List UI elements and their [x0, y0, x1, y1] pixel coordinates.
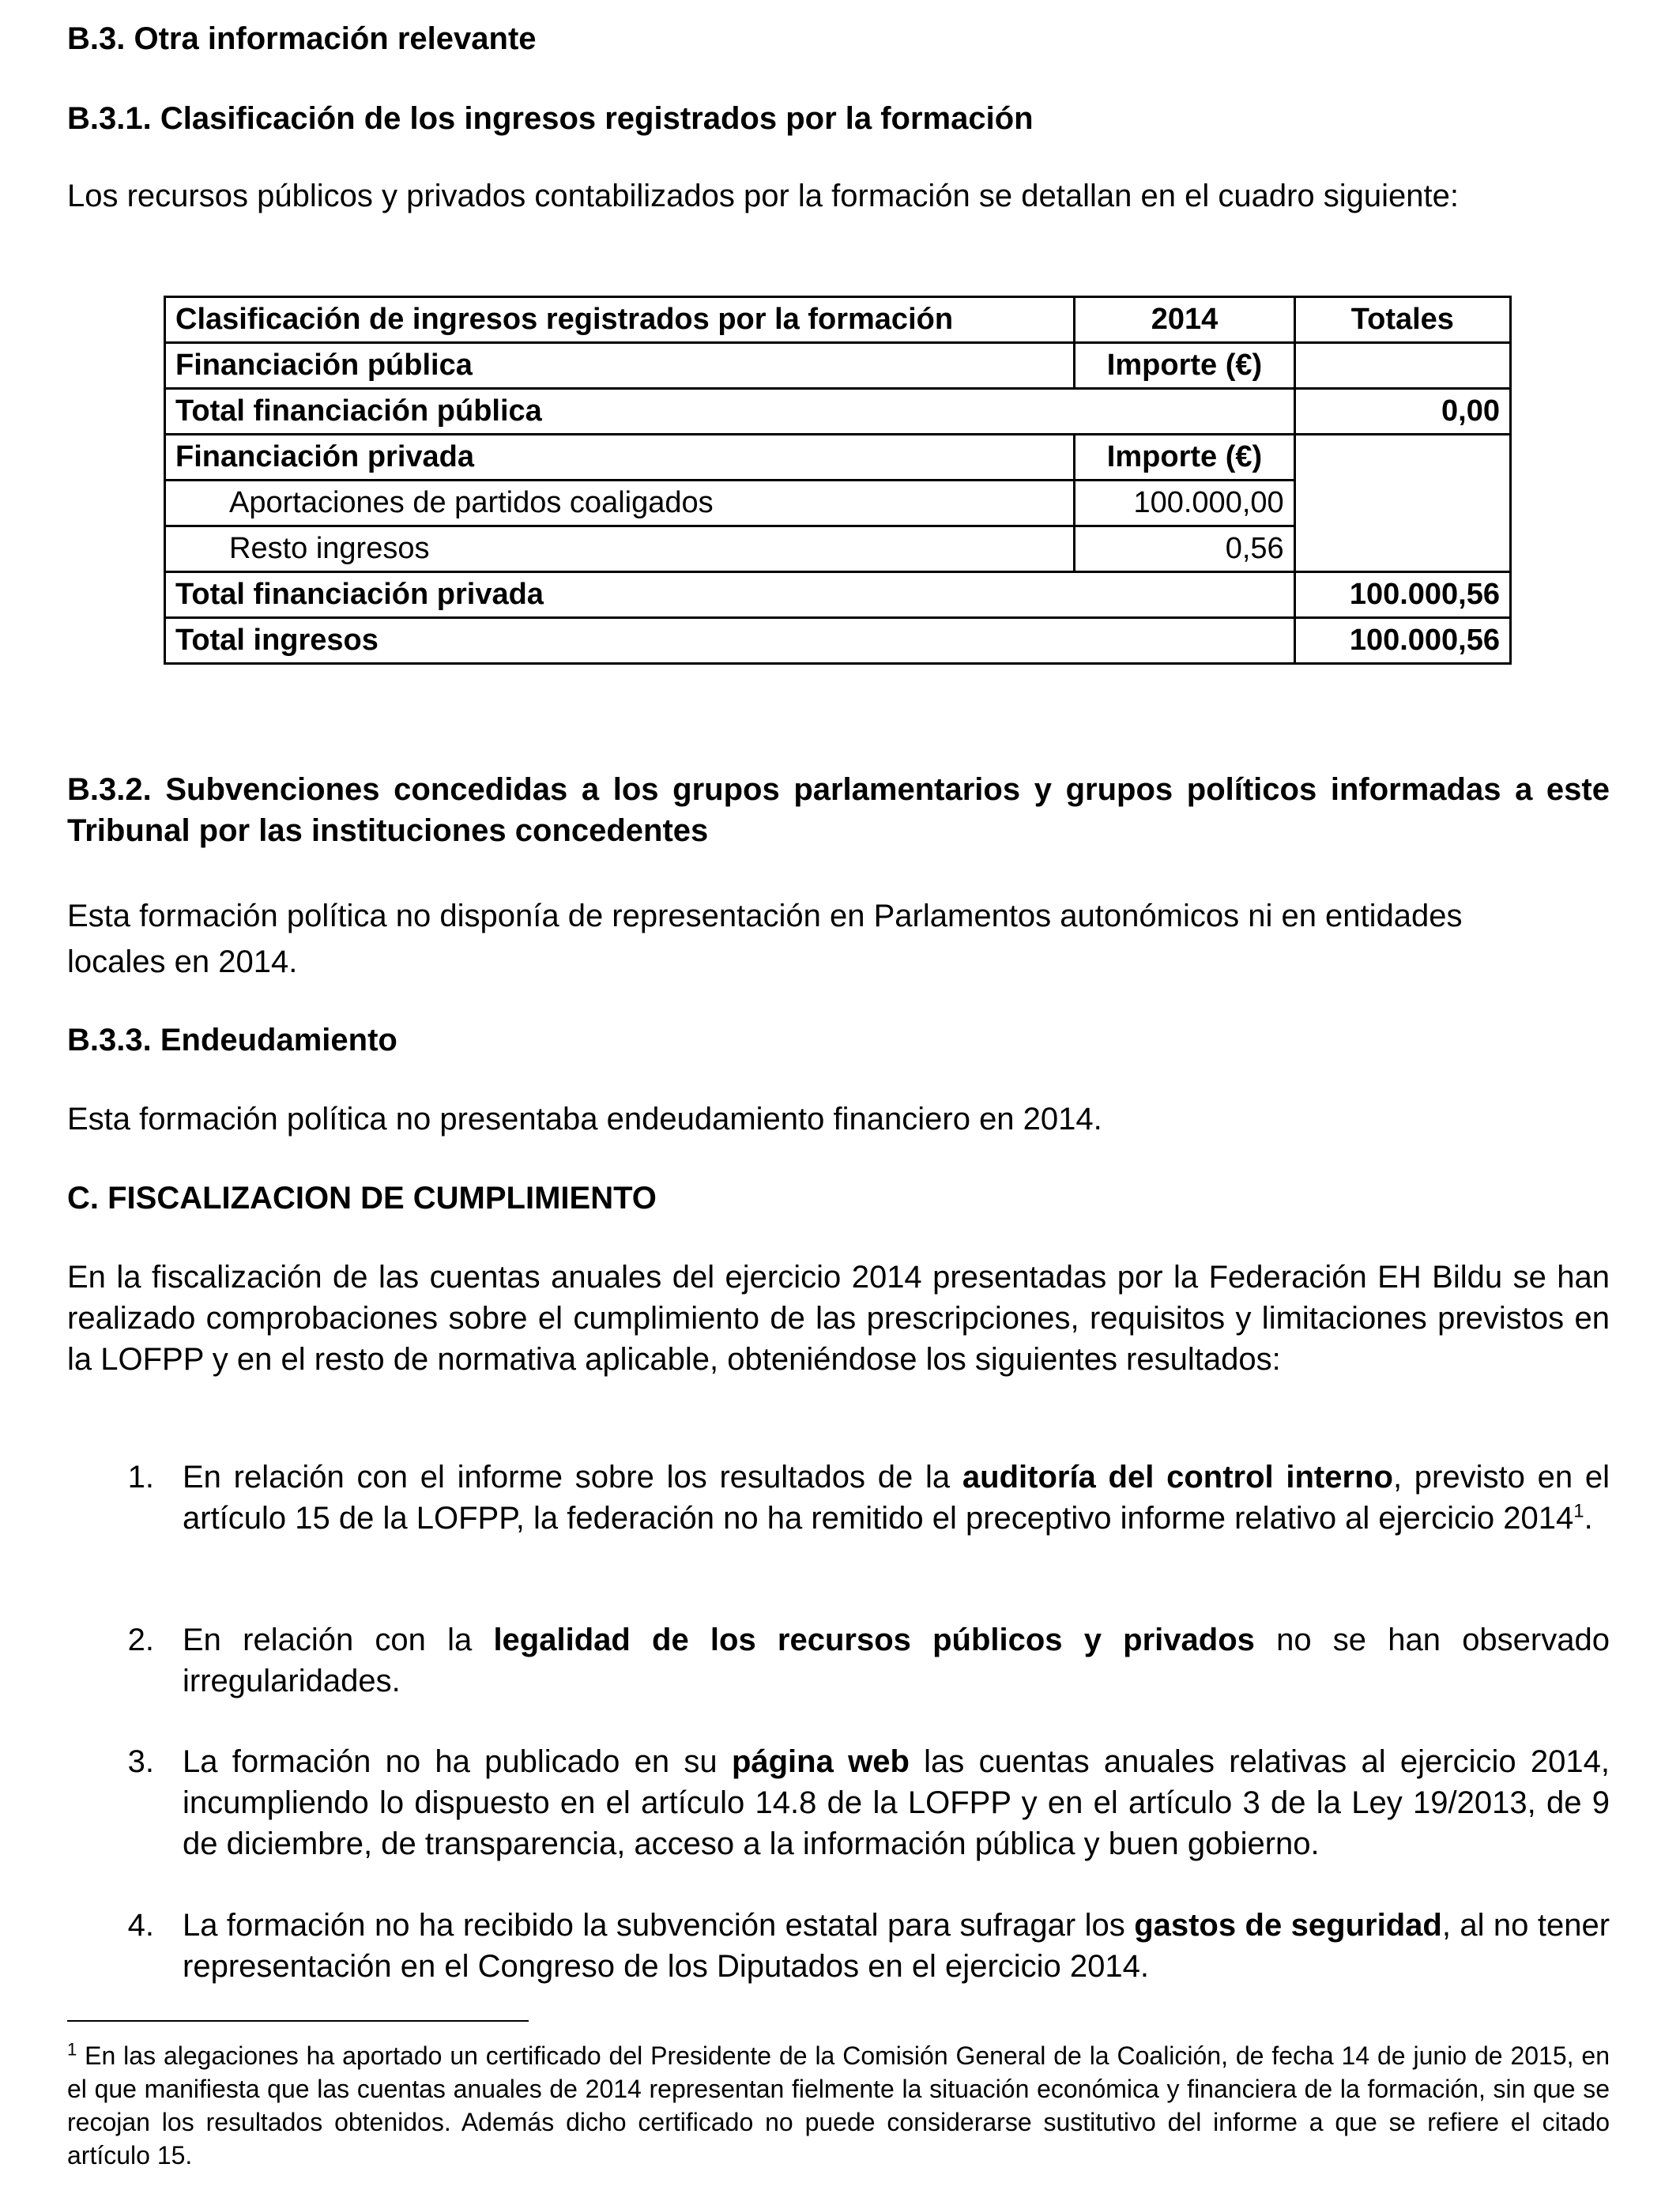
footnote-separator [67, 2020, 529, 2022]
table-cell-empty [1294, 435, 1510, 481]
list-item-number: 2. [127, 1623, 154, 1657]
list-item-number: 1. [127, 1460, 154, 1495]
public-funding-unit: Importe (€) [1075, 343, 1294, 389]
table-header-row [165, 297, 1511, 343]
table-row [165, 572, 1511, 618]
row-value-coalition-contributions: 100.000,00 [1075, 481, 1294, 526]
private-total-value: 100.000,56 [1294, 572, 1510, 618]
table-row [165, 618, 1511, 664]
list-item-text: La formación no ha recibido la subvención estatal para sufragar los gastos de seguridad, al no tener representación en el Congreso de los Diputados en el ejercicio 2014. [183, 1908, 1610, 1984]
section-title-b31: B.3.1. Clasificación de los ingresos registrados por la formación [67, 101, 1034, 136]
public-total-label: Total financiación pública [165, 389, 1295, 435]
section-title-b3: B.3. Otra información relevante [67, 21, 537, 56]
table-header-classification: Clasificación de ingresos registrados por la formación [165, 297, 1075, 343]
grand-total-value: 100.000,56 [1294, 618, 1510, 664]
list-item-number: 3. [127, 1744, 154, 1779]
table-cell-empty [1294, 526, 1510, 572]
footnote-text: En las alegaciones ha aportado un certificado del Presidente de la Comisión General de la Coalición, de fecha 14 de junio de 2015, en el que manifiesta que las cuentas anuales de 2014 representan fielmente la situación económica y financiera de la formación, sin que se recojan los resultados obtenidos. Además dicho certificado no puede considerarse sustitutivo del informe a que se refiere el citado artículo 15. [67, 2041, 1610, 2169]
section-title-c: C. FISCALIZACION DE CUMPLIMIENTO [67, 1181, 657, 1216]
table-row [165, 389, 1511, 435]
table-cell-empty [1294, 481, 1510, 526]
table-row [165, 481, 1511, 526]
paragraph-b31-intro: Los recursos públicos y privados contabilizados por la formación se detallan en el cuadro siguiente: [67, 179, 1459, 213]
list-item-text: En relación con el informe sobre los resultados de la auditoría del control interno, previsto en el artículo 15 de la LOFPP, la federación no ha remitido el preceptivo informe relativo al ejercicio 2014$^1$. [183, 1460, 1610, 1536]
table-cell-empty [1294, 343, 1510, 389]
paragraph-b32: Esta formación política no disponía de representación en Parlamentos autonómicos ni en entidades locales en 2014. [67, 899, 1463, 979]
footnote [67, 2039, 1610, 2172]
section-title-b33: B.3.3. Endeudamiento [67, 1023, 397, 1057]
private-total-label: Total financiación privada [165, 572, 1295, 618]
list-item-number: 4. [127, 1908, 154, 1943]
public-total-value: 0,00 [1294, 389, 1510, 435]
table-row [165, 343, 1511, 389]
footnote-ref: 1 [1573, 1500, 1584, 1522]
paragraph-c-intro: En la fiscalización de las cuentas anuales del ejercicio 2014 presentadas por la Federación EH Bildu se han realizado comprobaciones sobre el cumplimiento de las prescripciones, requisitos y limitaciones previstos en la LOFPP y en el resto de normativa aplicable, obteniéndose los siguientes resultados: [67, 1260, 1610, 1377]
row-value-other-income: 0,56 [1075, 526, 1294, 572]
paragraph-b33: Esta formación política no presentaba endeudamiento financiero en 2014. [67, 1102, 1102, 1137]
private-funding-label: Financiación privada [165, 435, 1075, 481]
private-funding-unit: Importe (€) [1075, 435, 1294, 481]
grand-total-label: Total ingresos [165, 618, 1295, 664]
public-funding-label: Financiación pública [165, 343, 1075, 389]
list-item-text: En relación con la legalidad de los recursos públicos y privados no se han observado irregularidades. [183, 1623, 1610, 1698]
row-label-coalition-contributions: Aportaciones de partidos coaligados [165, 481, 1075, 526]
list-item-text: La formación no ha publicado en su página web las cuentas anuales relativas al ejercicio 2014, incumpliendo lo dispuesto en el artículo 14.8 de la LOFPP y en el artículo 3 de la Ley 19/2013, de 9 de diciembre, de transparencia, acceso a la información pública y buen gobierno. [183, 1744, 1610, 1861]
row-label-other-income: Resto ingresos [165, 526, 1075, 572]
table-row [165, 526, 1511, 572]
table-header-totals: Totales [1294, 297, 1510, 343]
section-title-b32: B.3.2. Subvenciones concedidas a los grupos parlamentarios y grupos políticos informadas a este Tribunal por las instituciones concedentes [67, 772, 1610, 848]
table-header-year: 2014 [1075, 297, 1294, 343]
footnote-number: 1 [67, 2039, 77, 2060]
table-row [165, 435, 1511, 481]
income-classification-table [164, 296, 1512, 665]
